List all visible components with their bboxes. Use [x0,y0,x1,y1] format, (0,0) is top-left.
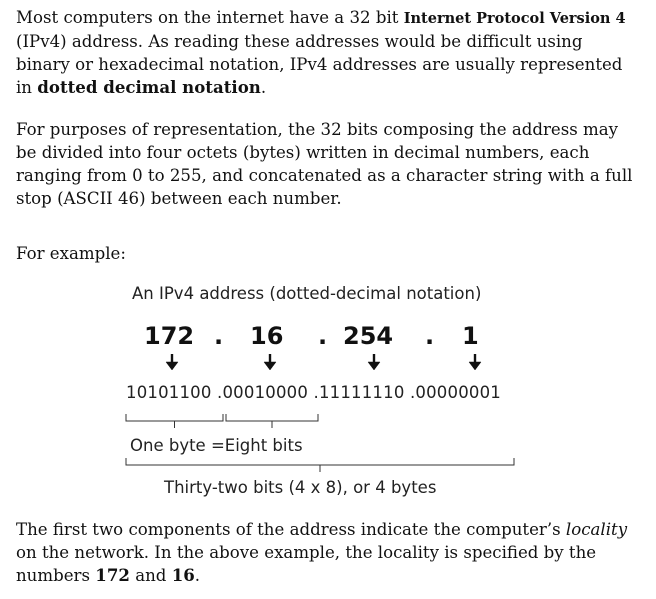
octet-separator: . [214,322,224,350]
octet-4: 1 [462,322,479,350]
byte-bracket [126,414,223,428]
locality-text-2: on the network. In the above example, the locality is specified by the numbers [16,543,597,585]
down-arrow-icon [469,354,481,370]
locality-text-4: . [194,566,201,585]
octet-1: 172 [144,322,195,350]
intro-text-2: (IPv4) address. As reading these addresses would be difficult using binary or hexadecimal notation, IPv4 addresses are usually represented in [16,32,623,97]
byte-label: One byte =Eight bits [130,436,303,455]
octet-separator: . [425,322,435,350]
number-172: 172 [95,565,130,585]
total-bracket [126,458,514,472]
locality-term: locality [565,520,628,539]
intro-text-3: . [260,78,267,97]
intro-paragraph [16,6,640,99]
locality-text-3: and [129,566,172,585]
intro-text-1: Most computers on the internet have a 32 bit [16,8,404,27]
representation-paragraph [16,118,640,210]
locality-paragraph [16,518,640,587]
total-bits-label: Thirty-two bits (4 x 8), or 4 bytes [164,478,437,497]
down-arrow-icon [264,354,276,370]
dotted-decimal-term: dotted decimal notation [37,77,261,97]
binary-address: 10101100 .00010000 .11111110 .00000001 [126,383,501,402]
ipv4-term: Internet Protocol Version 4 [403,10,626,27]
representation-text: For purposes of representation, the 32 bits composing the address may be divided into four octets (bytes) written in decimal numbers, each ranging from 0 to 255, and concatenated as a character string with a full stop (ASCII 46) between each number. [16,120,633,208]
octet-2: 16 [250,322,284,350]
locality-text-1: The first two components of the address indicate the computer’s [16,520,566,539]
octet-separator: . [318,322,328,350]
down-arrow-icon [166,354,178,370]
diagram-title: An IPv4 address (dotted-decimal notation) [132,284,482,303]
octet-3: 254 [343,322,394,350]
byte-bracket [226,414,318,428]
number-16: 16 [171,565,195,585]
example-label: For example: [16,244,126,263]
down-arrow-icon [368,354,380,370]
